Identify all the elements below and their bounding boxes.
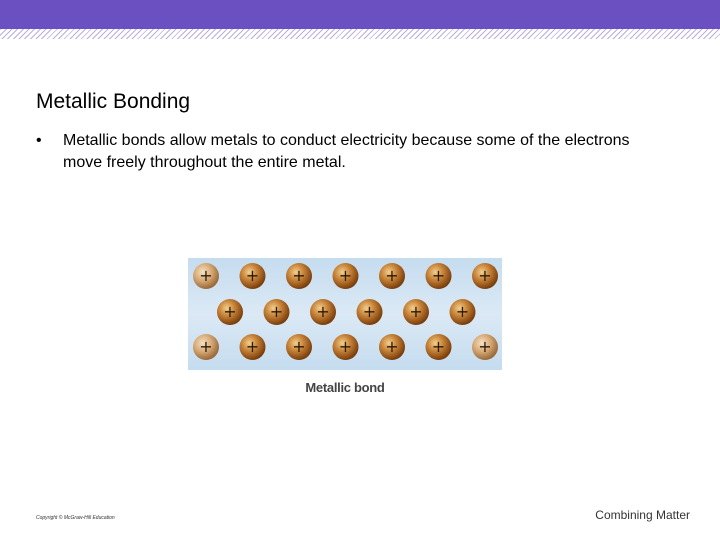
positive-ion [379, 334, 405, 360]
positive-ion [333, 263, 359, 289]
plus-sign-icon: + [385, 266, 399, 285]
positive-ion [379, 263, 405, 289]
header-band [0, 0, 720, 29]
positive-ion [217, 299, 243, 325]
plus-sign-icon: + [223, 302, 237, 321]
plus-sign-icon: + [455, 302, 470, 321]
positive-ion [472, 263, 498, 289]
plus-sign-icon: + [338, 266, 353, 285]
positive-ion [426, 263, 452, 289]
positive-ion [450, 299, 476, 325]
plus-sign-icon: + [199, 266, 213, 285]
plus-sign-icon: + [292, 337, 306, 356]
positive-ion [333, 334, 359, 360]
plus-sign-icon: + [199, 337, 213, 356]
positive-ion [310, 299, 336, 325]
plus-sign-icon: + [245, 337, 260, 356]
plus-sign-icon: + [409, 302, 423, 321]
bullet-marker: • [36, 132, 42, 149]
positive-ion [240, 334, 266, 360]
positive-ion [472, 334, 498, 360]
plus-sign-icon: + [385, 337, 399, 356]
positive-ion [286, 263, 312, 289]
plus-sign-icon: + [362, 302, 377, 321]
bullet-text: Metallic bonds allow metals to conduct electricity because some of the electrons move freely throughout the entire metal. [63, 132, 630, 171]
figure-caption: Metallic bond [305, 380, 385, 395]
footer-section-title: Combining Matter [595, 508, 690, 522]
positive-ion [264, 299, 290, 325]
plus-sign-icon: + [292, 266, 306, 285]
plus-sign-icon: + [478, 266, 492, 285]
positive-ion [193, 263, 219, 289]
plus-sign-icon: + [245, 266, 260, 285]
plus-sign-icon: + [478, 337, 492, 356]
metallic-bond-diagram [188, 258, 502, 370]
plus-sign-icon: + [431, 337, 446, 356]
positive-ion [286, 334, 312, 360]
copyright-text: Copyright © McGraw-Hill Education [36, 515, 115, 521]
plus-sign-icon: + [269, 302, 284, 321]
positive-ion [240, 263, 266, 289]
plus-sign-icon: + [338, 337, 353, 356]
positive-ion [426, 334, 452, 360]
header-hatch-pattern [0, 29, 720, 39]
slide-title: Metallic Bonding [36, 90, 191, 113]
ion-lattice [188, 258, 502, 370]
plus-sign-icon: + [316, 302, 330, 321]
plus-sign-icon: + [431, 266, 446, 285]
positive-ion [193, 334, 219, 360]
positive-ion [403, 299, 429, 325]
positive-ion [357, 299, 383, 325]
